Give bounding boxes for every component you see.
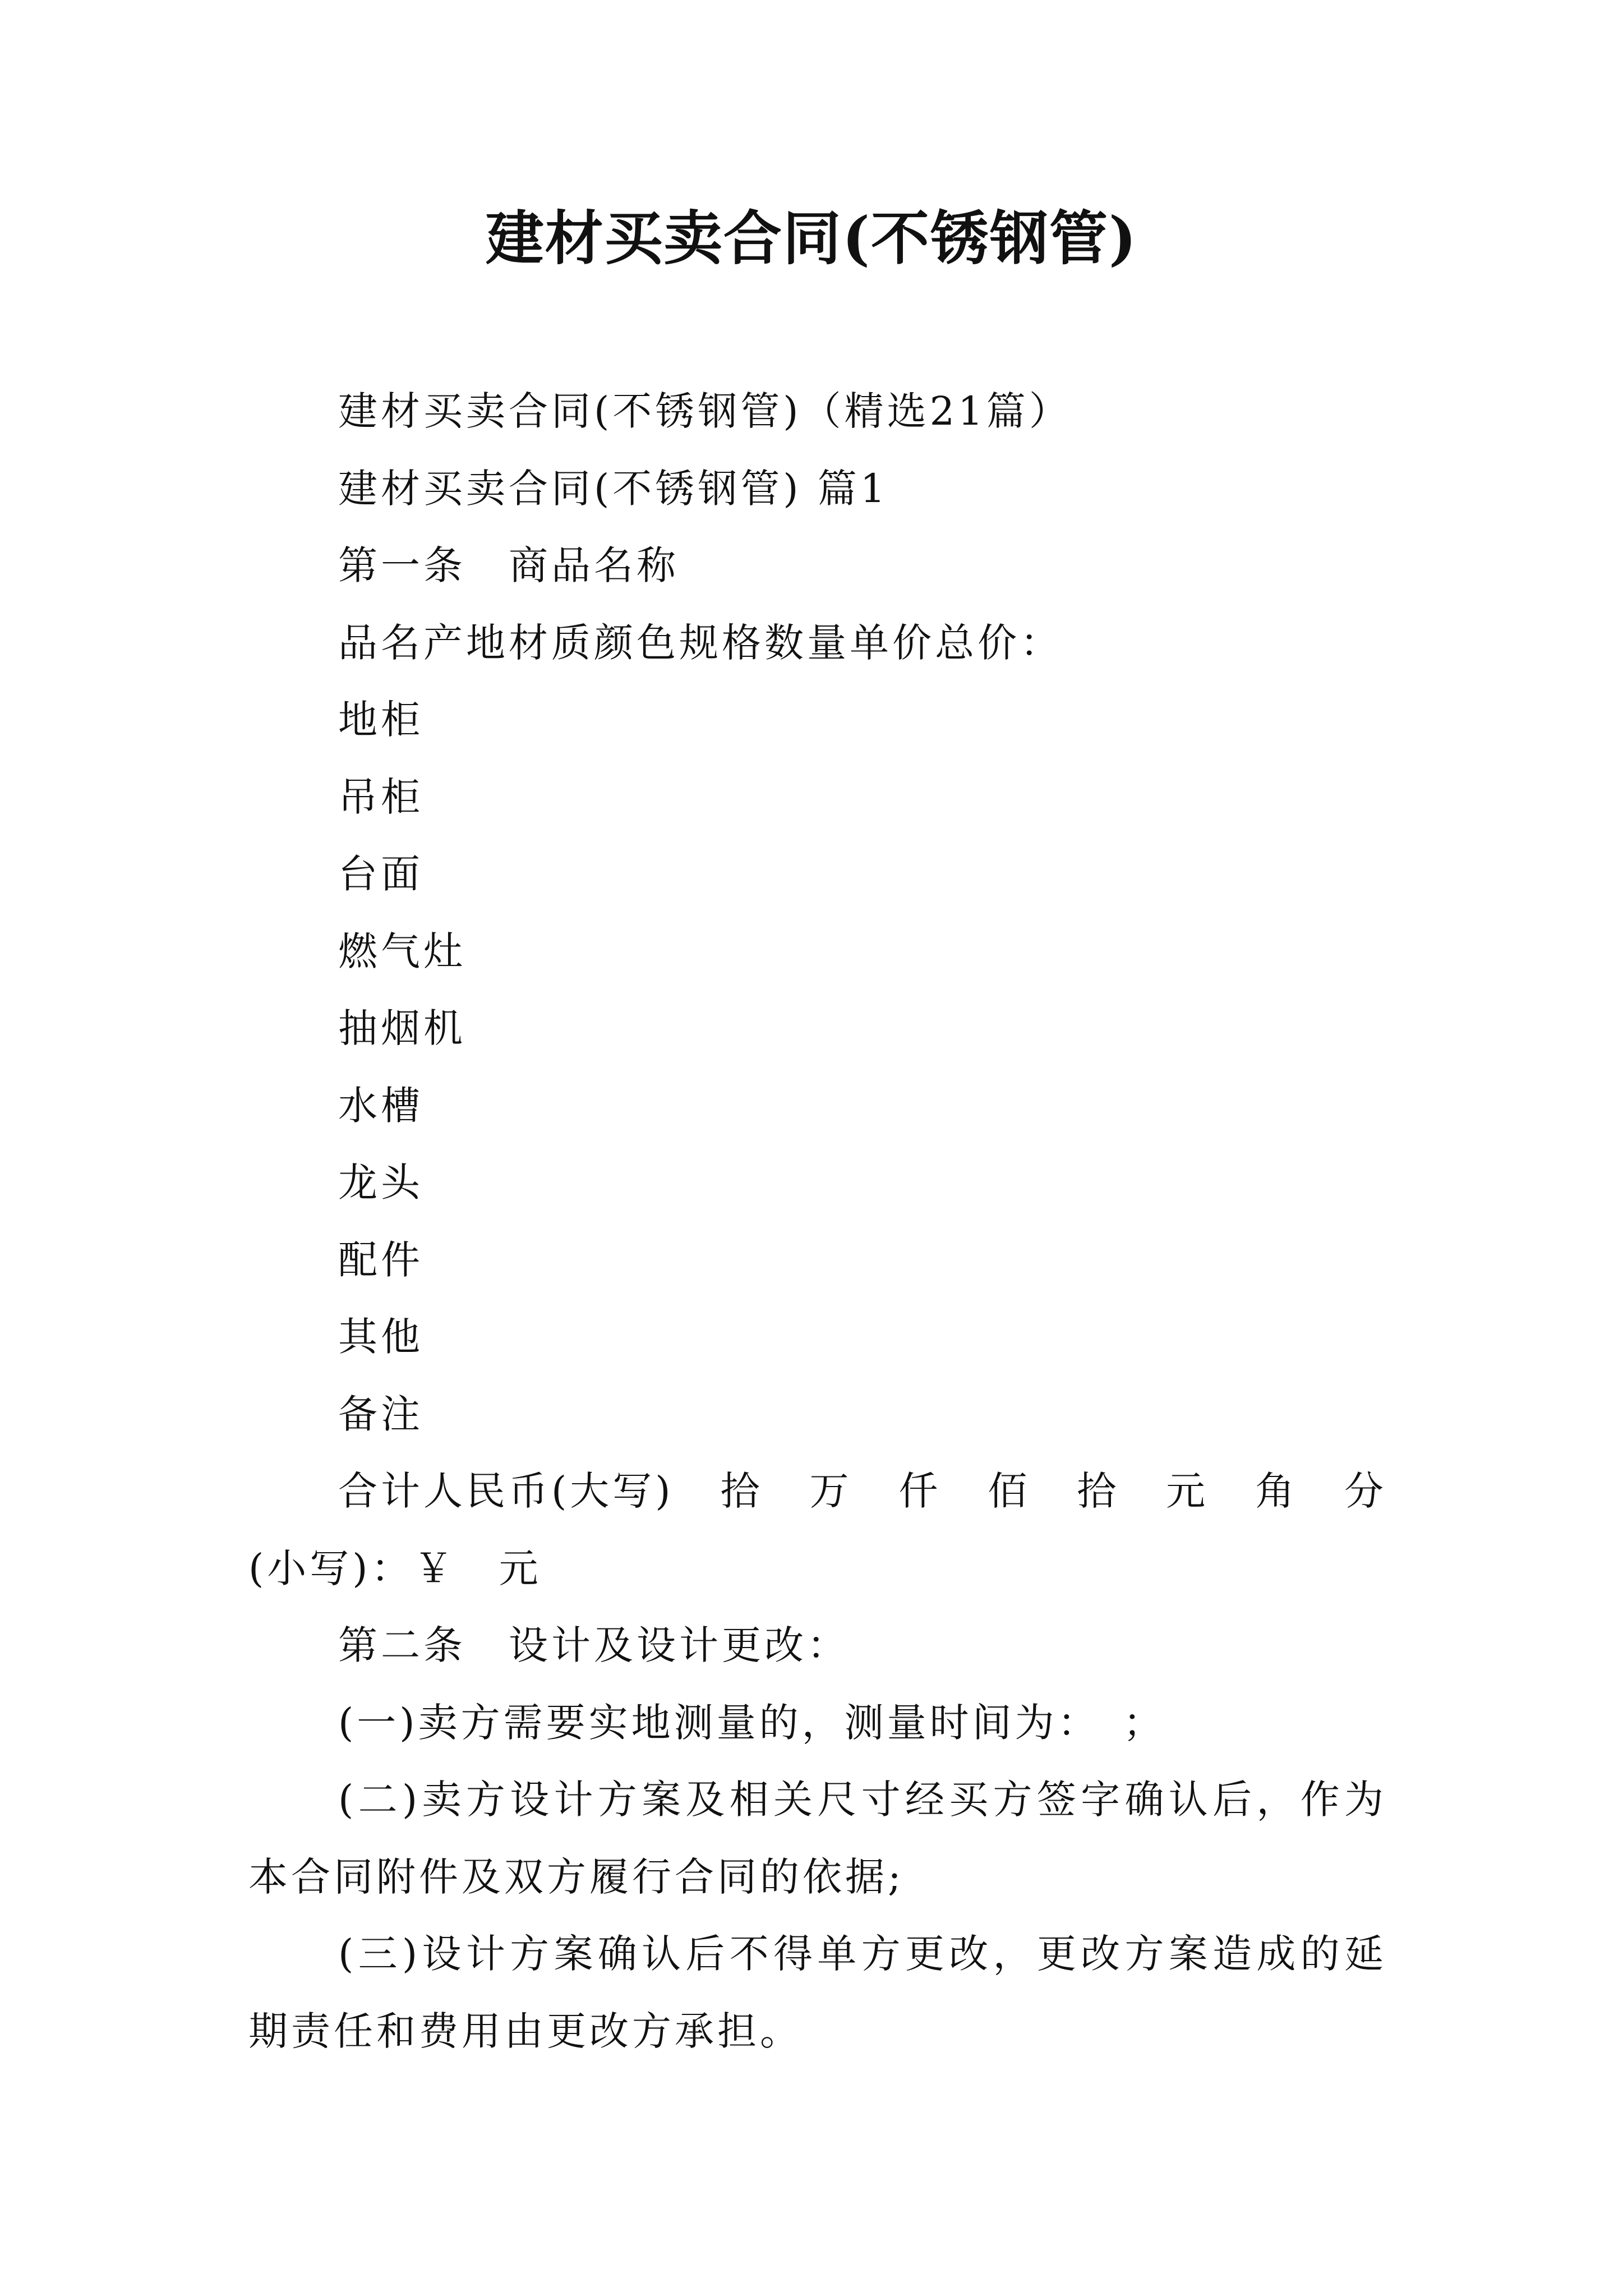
clause2-item-3: (三)设计方案确认后不得单方更改，更改方案造成的延期责任和费用由更改方承担。 xyxy=(248,1931,1387,2054)
table-header-line: 品名产地材质颜色规格数量单价总价： xyxy=(338,619,1063,666)
total-unit: 万 xyxy=(809,1468,852,1514)
item-line: 水槽 xyxy=(338,1082,423,1129)
total-unit: 佰 xyxy=(988,1468,1031,1514)
total-label: 合计人民币(大写) xyxy=(338,1468,674,1514)
total-unit: 拾 xyxy=(1077,1468,1120,1514)
item-line: 燃气灶 xyxy=(338,928,466,974)
total-unit: 仟 xyxy=(898,1468,942,1514)
total-amount-line xyxy=(248,1453,1387,1530)
item-line: 备注 xyxy=(338,1391,423,1437)
total-unit: 元 xyxy=(1166,1468,1209,1514)
document-title: 建材买卖合同(不锈钢管) xyxy=(485,204,1138,273)
item-line: 吊柜 xyxy=(338,774,423,820)
total-unit: 拾 xyxy=(720,1468,763,1514)
collection-title: 建材买卖合同(不锈钢管)（精选21篇） xyxy=(338,388,1072,434)
item-line: 龙头 xyxy=(338,1159,423,1205)
item-line: 台面 xyxy=(338,851,423,897)
item-line: 配件 xyxy=(338,1236,423,1283)
total-small-line: (小写)：￥ 元 xyxy=(248,1545,542,1591)
document-body xyxy=(248,373,1387,2070)
clause2-item-2: (二)卖方设计方案及相关尺寸经买方签字确认后，作为本合同附件及双方履行合同的依据; xyxy=(248,1777,1387,1900)
clause1-heading: 第一条 商品名称 xyxy=(338,542,679,588)
total-unit: 角 xyxy=(1255,1468,1298,1514)
article-title: 建材买卖合同(不锈钢管) 篇1 xyxy=(338,465,889,512)
item-line: 抽烟机 xyxy=(338,1005,466,1051)
clause2-item-1: (一)卖方需要实地测量的，测量时间为： ； xyxy=(338,1699,1166,1746)
total-unit: 分 xyxy=(1344,1468,1387,1514)
item-line: 其他 xyxy=(338,1314,423,1360)
item-line: 地柜 xyxy=(338,697,423,743)
clause2-heading: 第二条 设计及设计更改： xyxy=(338,1622,850,1668)
